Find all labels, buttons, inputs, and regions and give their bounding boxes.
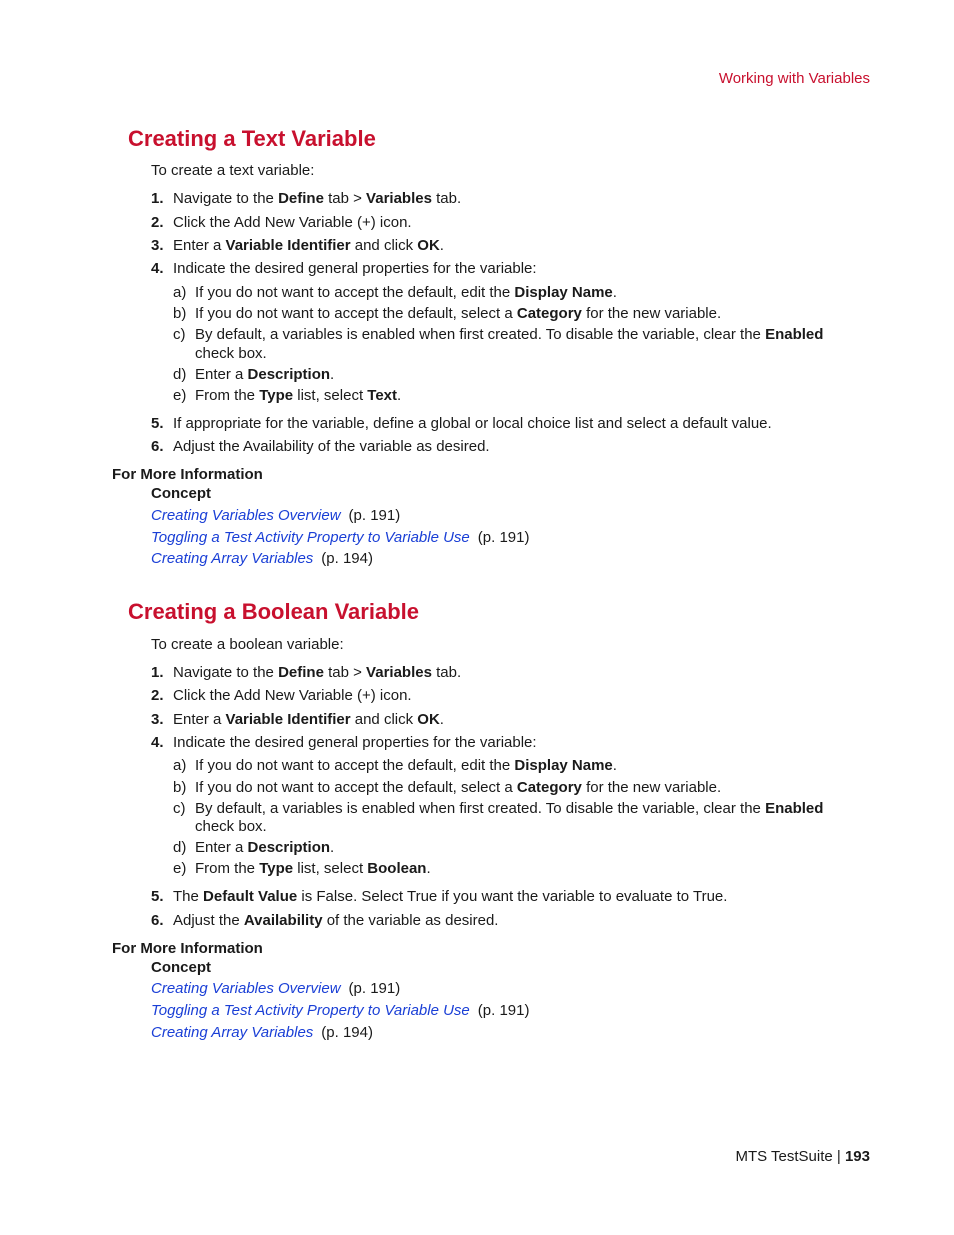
substep-continuation: check box. [195,818,267,835]
substep-text: Enter a Description. [195,839,335,856]
substep-continuation: check box. [195,345,267,362]
page-ref: (p. 191) [477,1002,530,1019]
step-text: Navigate to the Define tab > Variables tab. [173,664,462,681]
running-header: Working with Variables [718,70,870,87]
concept-label: Concept [151,959,211,976]
reference-row [151,980,400,997]
substep-letter: d) [173,839,187,856]
substep-letter: a) [173,284,187,301]
step-text: Indicate the desired general properties for the variable: [173,260,537,277]
substep-text: From the Type list, select Boolean. [195,860,431,877]
substep-text: From the Type list, select Text. [195,387,402,404]
step-number: 3. [151,711,164,728]
step-number: 4. [151,260,164,277]
page-ref: (p. 194) [321,1024,373,1041]
step-text: Adjust the Availability of the variable as desired. [173,438,490,455]
substep-letter: e) [173,387,187,404]
substep-text: If you do not want to accept the default, edit the Display Name. [195,284,617,301]
step-text: If appropriate for the variable, define a global or local choice list and select a default value. [173,415,772,432]
substep-letter: b) [173,779,187,796]
page-ref: (p. 191) [348,507,401,524]
link-creating-array-variables[interactable]: Creating Array Variables [151,550,314,567]
reference-row [151,550,373,567]
step-text: Enter a Variable Identifier and click OK. [173,237,444,254]
page-ref: (p. 191) [348,980,401,997]
step-text: Click the Add New Variable (+) icon. [173,214,412,231]
step-number: 5. [151,888,164,905]
step-number: 6. [151,912,164,929]
substep-letter: d) [173,366,187,383]
section-title-text-variable: Creating a Text Variable [128,126,376,151]
substep-letter: a) [173,757,187,774]
step-number: 1. [151,190,164,207]
substep-text: By default, a variables is enabled when first created. To disable the variable, clear the Enabled [195,800,824,817]
substep-text: If you do not want to accept the default, edit the Display Name. [195,757,617,774]
reference-row [151,507,400,524]
reference-row [151,1024,373,1041]
link-toggling-property[interactable]: Toggling a Test Activity Property to Variable Use [151,1002,470,1019]
step-text: Navigate to the Define tab > Variables tab. [173,190,462,207]
step-text: Indicate the desired general properties for the variable: [173,734,537,751]
step-text: The Default Value is False. Select True if you want the variable to evaluate to True. [173,888,728,905]
more-info-heading: For More Information [112,466,263,483]
substep-text: By default, a variables is enabled when first created. To disable the variable, clear the Enabled [195,326,824,343]
reference-row [151,1002,529,1019]
step-number: 2. [151,214,164,231]
step-text: Adjust the Availability of the variable as desired. [173,912,499,929]
footer-product: MTS TestSuite | [735,1148,845,1165]
step-number: 5. [151,415,164,432]
substep-text: If you do not want to accept the default, select a Category for the new variable. [195,779,722,796]
link-creating-variables-overview[interactable]: Creating Variables Overview [151,980,341,997]
section-intro: To create a boolean variable: [151,636,344,653]
section-title-boolean-variable: Creating a Boolean Variable [128,599,419,624]
substep-letter: e) [173,860,187,877]
page-footer [735,1148,870,1165]
section-intro: To create a text variable: [151,162,315,179]
step-number: 2. [151,687,164,704]
page-ref: (p. 194) [321,550,373,567]
reference-row [151,529,529,546]
substep-letter: b) [173,305,187,322]
step-number: 3. [151,237,164,254]
page-ref: (p. 191) [477,529,530,546]
page-number: 193 [844,1148,870,1165]
step-number: 6. [151,438,164,455]
step-text: Enter a Variable Identifier and click OK. [173,711,444,728]
concept-label: Concept [151,485,211,502]
step-number: 4. [151,734,164,751]
link-creating-variables-overview[interactable]: Creating Variables Overview [151,507,341,524]
substep-letter: c) [173,326,186,343]
step-number: 1. [151,664,164,681]
more-info-heading: For More Information [112,940,263,957]
link-creating-array-variables[interactable]: Creating Array Variables [151,1024,314,1041]
link-toggling-property[interactable]: Toggling a Test Activity Property to Variable Use [151,529,470,546]
substep-letter: c) [173,800,186,817]
substep-text: Enter a Description. [195,366,335,383]
substep-text: If you do not want to accept the default, select a Category for the new variable. [195,305,722,322]
step-text: Click the Add New Variable (+) icon. [173,687,412,704]
